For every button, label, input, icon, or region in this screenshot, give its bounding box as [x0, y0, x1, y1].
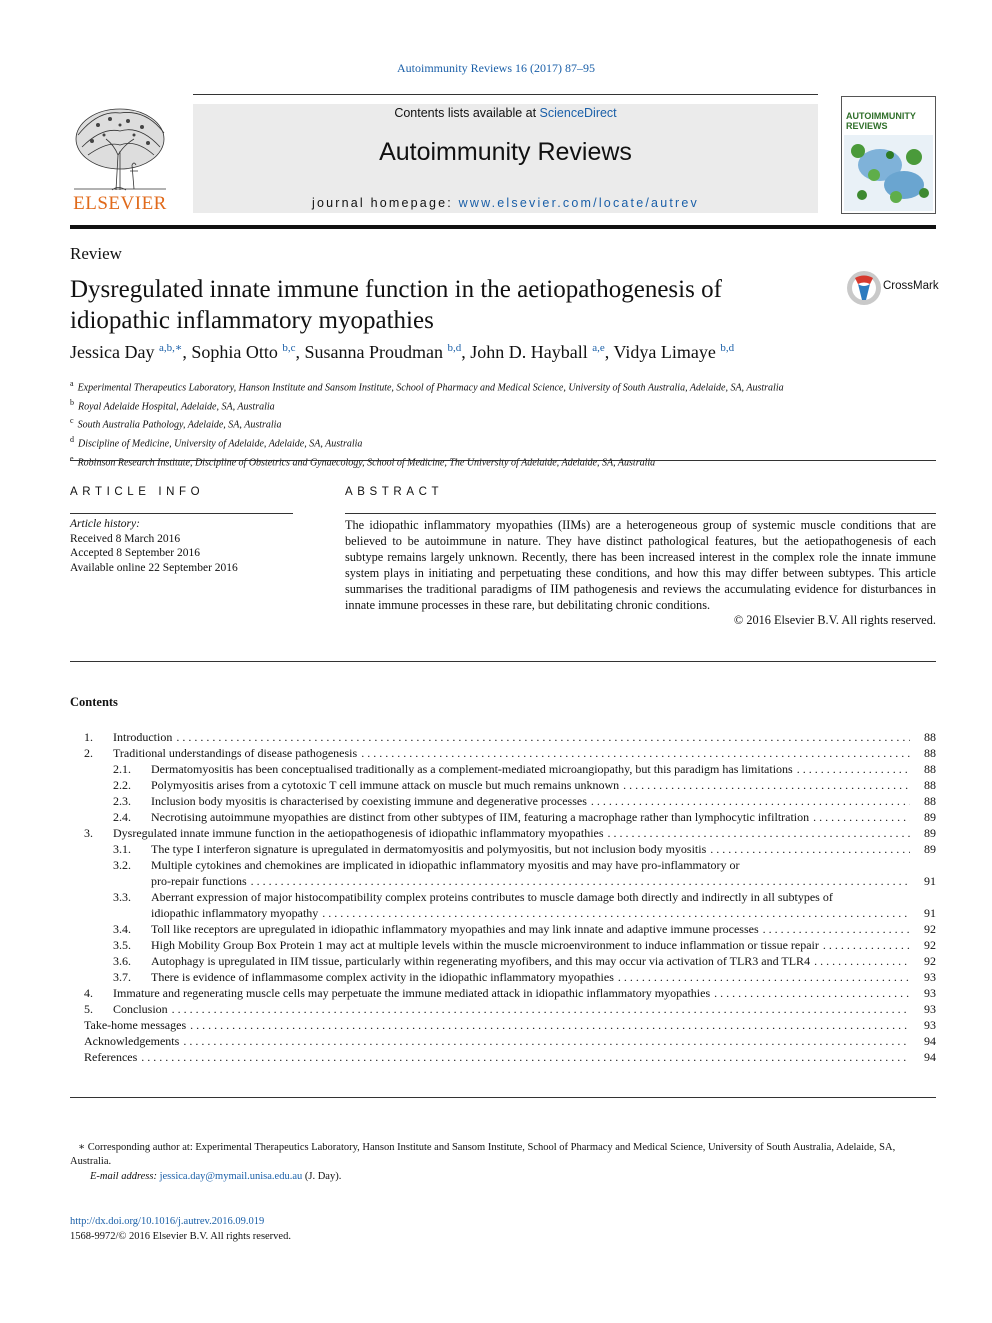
toc-title[interactable]: idiopathic inflammatory myopathy . . . — [151, 906, 910, 921]
toc-page-number: 92 — [924, 922, 936, 936]
toc-entry[interactable] — [70, 778, 936, 794]
toc-number: 3.2. — [113, 858, 131, 872]
toc-title[interactable]: Acknowledgements . . . — [84, 1034, 910, 1049]
toc-title[interactable]: High Mobility Group Box Protein 1 may act at multiple levels within the muscle microenvironment to induce inflammation or tissue repair . . . — [151, 938, 910, 953]
email-line: E-mail address: jessica.day@mymail.unisa.edu.au (J. Day). — [90, 1170, 342, 1182]
toc-title[interactable]: Conclusion . . . — [113, 1002, 910, 1017]
cover-art-icon — [844, 135, 933, 211]
toc-entry[interactable] — [70, 890, 936, 906]
toc-number: 3.5. — [113, 938, 131, 952]
affiliations — [70, 377, 784, 471]
author-name[interactable]: Vidya Limaye — [613, 342, 716, 362]
toc-title[interactable]: References . . . — [84, 1050, 910, 1065]
toc-number: 3.7. — [113, 970, 131, 984]
affiliation: $^a$ Experimental Therapeutics Laboratory, Hanson Institute and Sansom Institute, School of Pharmacy and Medical Science, University of South Australia, Adelaide, SA, Australia — [70, 379, 784, 394]
toc-title[interactable]: Dysregulated innate immune function in the aetiopathogenesis of idiopathic inflammatory myopathies . . . — [113, 826, 910, 841]
toc-page-number: 89 — [924, 810, 936, 824]
abstract-text: The idiopathic inflammatory myopathies (IIMs) are a heterogeneous group of systemic muscle conditions that are believed to be autoimmune in nature. They have distinct pathological features, but the aetiopathogenesis of each subtype remains largely unknown. Recently, there has been increased interest in the complex role the innate immune system plays in initiating and perpetuating these conditions, and how this may differ between subtypes. This article summarises the traditional paradigms of IIM pathogenesis and reviews the accumulating evidence for disturbances in innate immune processes in these rare, but debilitating chronic conditions. — [345, 518, 936, 613]
article-info-heading: ARTICLE INFO — [70, 486, 205, 498]
author-affil-ref[interactable]: b,c — [282, 342, 296, 354]
journal-homepage: journal homepage: www.elsevier.com/locate/autrev — [311, 196, 699, 210]
toc-number: 5. — [84, 1002, 93, 1016]
toc-entry[interactable] — [70, 906, 936, 922]
toc-number: 4. — [84, 986, 93, 1000]
toc-number: 2.3. — [113, 794, 131, 808]
contents-heading: Contents — [70, 695, 118, 709]
toc-title[interactable]: Immature and regenerating muscle cells may perpetuate the immune mediated attack in idiopathic inflammatory myopathies . . . — [113, 986, 910, 1001]
toc-title[interactable]: Inclusion body myositis is characterised by coexisting immune and degenerative processes . . . — [151, 794, 910, 809]
toc-number: 3.4. — [113, 922, 131, 936]
received-date: Received 8 March 2016 — [70, 532, 181, 545]
email-link[interactable]: jessica.day@mymail.unisa.edu.au — [159, 1170, 303, 1182]
toc-number: 2.4. — [113, 810, 131, 824]
corresponding-footnote — [70, 1141, 936, 1184]
toc-title[interactable]: Take-home messages . . . — [84, 1018, 910, 1033]
toc-page-number: 93 — [924, 970, 936, 984]
toc-page-number: 89 — [924, 842, 936, 856]
toc-number: 1. — [84, 730, 93, 744]
article-title: Dysregulated innate immune function in the aetiopathogenesis of idiopathic inflammatory myopathies — [70, 276, 722, 334]
toc-title[interactable]: Traditional understandings of disease pathogenesis . . . — [113, 746, 910, 761]
abstract-heading: ABSTRACT — [345, 486, 444, 498]
elsevier-logo[interactable] — [68, 105, 172, 215]
toc-entry[interactable] — [70, 1002, 936, 1018]
journal-citation[interactable]: Autoimmunity Reviews 16 (2017) 87–95 — [397, 61, 595, 75]
history-label: Article history: — [70, 518, 140, 530]
toc-title[interactable]: Introduction . . . — [113, 730, 910, 745]
toc-title[interactable]: Polymyositis arises from a cytotoxic T cell immune attack on muscle but much remains unknown . . . — [151, 778, 910, 793]
toc-entry[interactable] — [70, 794, 936, 810]
toc-entry[interactable] — [70, 970, 936, 986]
author-affil-ref[interactable]: b,d — [447, 342, 462, 354]
toc-page-number: 93 — [924, 986, 936, 1000]
toc-number: 2.2. — [113, 778, 131, 792]
sciencedirect-link[interactable]: ScienceDirect — [539, 106, 617, 120]
toc-title[interactable]: Toll like receptors are upregulated in idiopathic inflammatory myopathies and may link innate and adaptive immune processes . . . — [151, 922, 910, 937]
toc-entry[interactable] — [70, 762, 936, 778]
toc-number: 3.6. — [113, 954, 131, 968]
affiliation: $^d$ Discipline of Medicine, University of Adelaide, Adelaide, SA, Australia — [70, 435, 363, 450]
toc-title[interactable]: Aberrant expression of major histocompatibility complex proteins contributes to muscle damage both directly and indirectly in all subtypes of — [151, 890, 910, 905]
journal-title: Autoimmunity Reviews — [379, 138, 632, 166]
toc-entry[interactable] — [70, 810, 936, 826]
contents-available: Contents lists available at ScienceDirect — [394, 106, 617, 120]
header-thick-rule — [70, 225, 936, 229]
toc-entry[interactable] — [70, 938, 936, 954]
article-type: Review — [70, 244, 122, 263]
toc-title[interactable]: There is evidence of inflammasome complex activity in the idiopathic inflammatory myopathies . . . — [151, 970, 910, 985]
toc-entry[interactable] — [70, 954, 936, 970]
toc-entry[interactable] — [70, 986, 936, 1002]
toc-number: 2.1. — [113, 762, 131, 776]
accepted-date: Accepted 8 September 2016 — [70, 547, 200, 559]
toc-title[interactable]: Necrotising autoimmune myopathies are distinct from other subtypes of IIM, featuring a macrophage rather than lymphocytic infiltration . . . — [151, 810, 910, 825]
abstract-copyright: © 2016 Elsevier B.V. All rights reserved. — [733, 613, 936, 627]
author-name[interactable]: Sophia Otto — [191, 342, 278, 362]
toc-title[interactable]: pro-repair functions . . . — [151, 874, 910, 889]
crossmark-label: CrossMark — [883, 280, 939, 292]
doi-block — [70, 1214, 291, 1244]
toc-page-number: 88 — [924, 794, 936, 808]
toc-entry[interactable] — [70, 746, 936, 762]
toc-entry[interactable] — [70, 1050, 936, 1066]
toc-title[interactable]: Multiple cytokines and chemokines are implicated in idiopathic inflammatory myositis and may have pro-inflammatory or — [151, 858, 910, 873]
toc-page-number: 88 — [924, 730, 936, 744]
toc-title[interactable]: Dermatomyositis has been conceptualised traditionally as a complement-mediated microangiopathy, but this paradigm has limitations . . . — [151, 762, 910, 777]
toc-title[interactable]: Autophagy is upregulated in IIM tissue, particularly within regenerating myofibers, and this may occur via activation of TLR3 and TLR4 . . . — [151, 954, 910, 969]
toc-page-number: 91 — [924, 906, 936, 920]
affiliation: $^c$ South Australia Pathology, Adelaide, SA, Australia — [70, 416, 282, 431]
toc-title[interactable]: The type I interferon signature is upregulated in dermatomyositis and polymyositis, but not inclusion body myositis . . . — [151, 842, 910, 857]
toc-entry[interactable] — [70, 858, 936, 874]
section-rule — [70, 460, 936, 461]
toc-page-number: 88 — [924, 762, 936, 776]
toc-entry[interactable] — [70, 874, 936, 890]
toc-page-number: 92 — [924, 954, 936, 968]
toc-entry[interactable] — [70, 730, 936, 746]
toc-entry[interactable] — [70, 842, 936, 858]
affiliation: $^e$ Robinson Research Institute, Discipline of Obstetrics and Gynaecology, School of Medicine, The University of Adelaide, Adelaide, SA, Australia — [70, 453, 656, 469]
cover-title: AUTOIMMUNITY REVIEWS — [846, 111, 916, 131]
toc-page-number: 88 — [924, 746, 936, 760]
journal-cover-thumbnail[interactable] — [841, 96, 936, 214]
toc-entry[interactable] — [70, 922, 936, 938]
doi-link[interactable]: http://dx.doi.org/10.1016/j.autrev.2016.09.019 — [70, 1216, 265, 1227]
toc-page-number: 94 — [924, 1050, 936, 1064]
elsevier-wordmark: ELSEVIER — [73, 193, 167, 214]
abstract-rule — [345, 513, 936, 514]
section-rule — [70, 1097, 936, 1098]
header-rule — [193, 94, 818, 95]
toc-number: 3.1. — [113, 842, 131, 856]
toc-entry[interactable] — [70, 826, 936, 842]
corresponding-author-note: ∗ Corresponding author at: Experimental Therapeutics Laboratory, Hanson Institute and Sansom Institute, School of Pharmacy and Medical Science, University of South Australia, Adelaide, SA, Australia. — [70, 1142, 896, 1168]
toc-number: 3. — [84, 826, 93, 840]
toc-page-number: 91 — [924, 874, 936, 888]
toc-page-number: 89 — [924, 826, 936, 840]
toc-page-number: 92 — [924, 938, 936, 952]
author-list: Jessica Day $^{a,b,∗}$, Sophia Otto $^{b,c}$, Susanna Proudman $^{b,d}$, John D. Hayball $^{a,e}$, Vidya Limaye $^{b,d}$ — [70, 342, 735, 362]
author-name[interactable]: Susanna Proudman — [304, 342, 443, 362]
issn-copyright: 1568-9972/© 2016 Elsevier B.V. All rights reserved. — [70, 1231, 291, 1242]
toc-number: 2. — [84, 746, 93, 760]
toc-entry[interactable] — [70, 1018, 936, 1034]
online-date: Available online 22 September 2016 — [70, 561, 238, 574]
author-affil-ref[interactable]: a,b,∗ — [158, 342, 183, 354]
toc-page-number: 93 — [924, 1002, 936, 1016]
toc-page-number: 94 — [924, 1034, 936, 1048]
toc-number: 3.3. — [113, 890, 131, 904]
article-history — [70, 517, 238, 575]
toc-page-number: 88 — [924, 778, 936, 792]
crossmark-badge[interactable] — [846, 268, 946, 306]
toc-entry[interactable] — [70, 1034, 936, 1050]
author-name[interactable]: John D. Hayball — [470, 342, 588, 362]
author-affil-ref[interactable]: b,d — [720, 342, 735, 354]
article-info-rule — [70, 513, 293, 514]
author-affil-ref[interactable]: a,e — [592, 342, 605, 354]
toc-page-number: 93 — [924, 1018, 936, 1032]
crossmark-icon — [846, 270, 882, 306]
homepage-link[interactable]: www.elsevier.com/locate/autrev — [458, 196, 699, 210]
author-name[interactable]: Jessica Day — [70, 342, 155, 362]
section-rule — [70, 661, 936, 662]
affiliation: $^b$ Royal Adelaide Hospital, Adelaide, SA, Australia — [70, 397, 275, 413]
